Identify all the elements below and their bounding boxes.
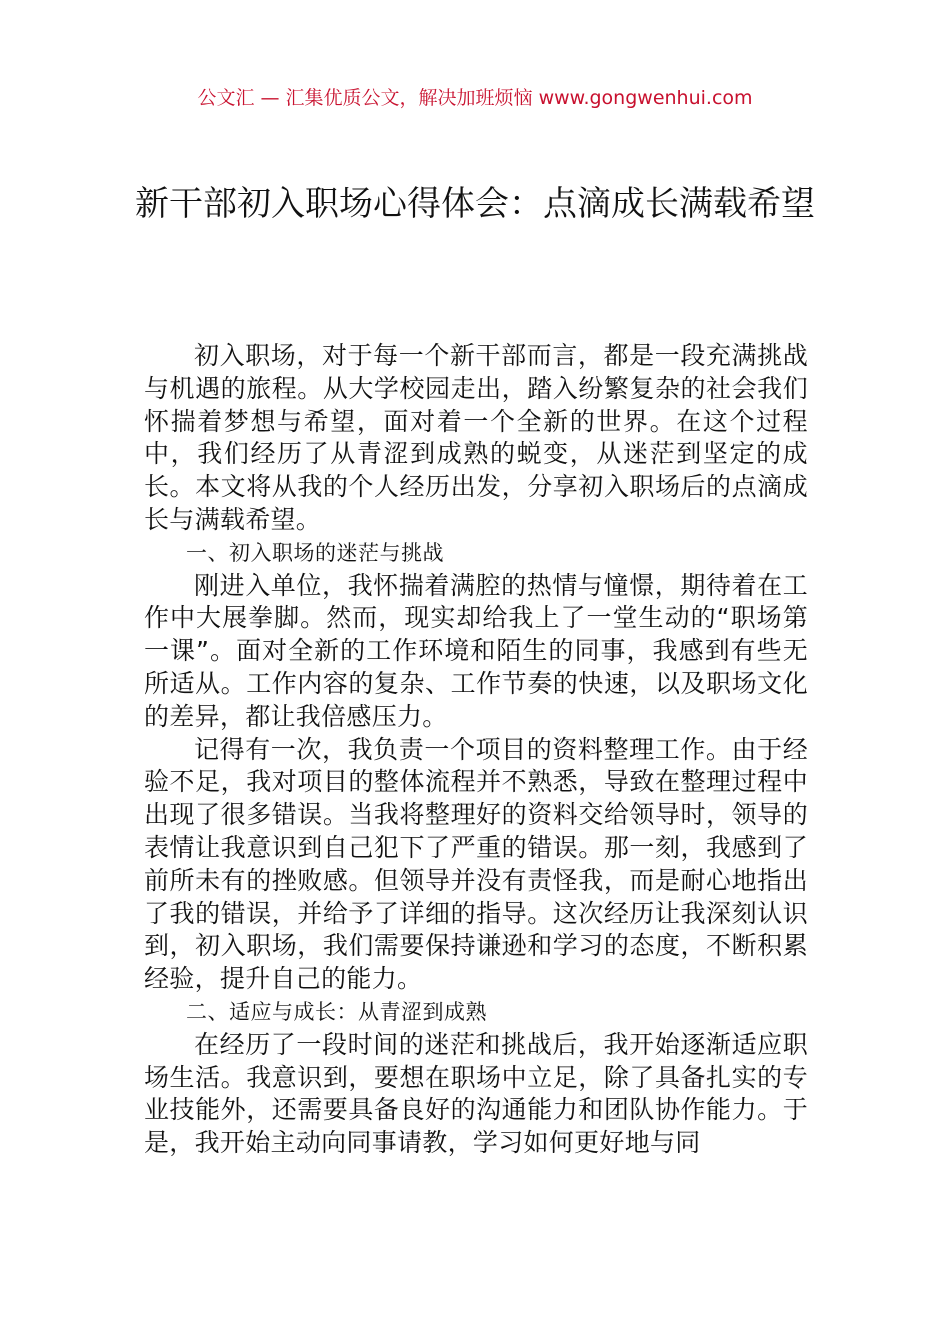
- document-body: [144, 340, 808, 1160]
- paragraph-section1-a: 刚进入单位，我怀揣着满腔的热情与憧憬，期待着在工作中大展拳脚。然而，现实却给我上了一堂生动的“职场第一课”。面对全新的工作环境和陌生的同事，我感到有些无所适从。工作内容的复杂、工作节奏的快速，以及职场文化的差异，都让我倍感压力。: [144, 570, 808, 731]
- document-title: 新干部初入职场心得体会：点滴成长满载希望: [135, 184, 815, 224]
- paragraph-intro: 初入职场，对于每一个新干部而言，都是一段充满挑战与机遇的旅程。从大学校园走出，踏入纷繁复杂的社会我们怀揣着梦想与希望，面对着一个全新的世界。在这个过程中，我们经历了从青涩到成熟的蜕变，从迷茫到坚定的成长。本文将从我的个人经历出发，分享初入职场后的点滴成长与满载希望。: [144, 341, 808, 534]
- section-heading-1: 一、初入职场的迷茫与挑战: [186, 540, 444, 565]
- site-header-banner: 公文汇 — 汇集优质公文，解决加班烦恼 www.gongwenhui.com: [197, 87, 753, 109]
- section-heading-2: 二、适应与成长：从青涩到成熟: [186, 999, 487, 1024]
- paragraph-section1-b: 记得有一次，我负责一个项目的资料整理工作。由于经验不足，我对项目的整体流程并不熟悉，导致在整理过程中出现了很多错误。当我将整理好的资料交给领导时，领导的表情让我意识到自己犯下了严重的错误。那一刻，我感到了前所未有的挫败感。但领导并没有责怪我，而是耐心地指出了我的错误，并给予了详细的指导。这次经历让我深刻认识到，初入职场，我们需要保持谦逊和学习的态度，不断积累经验，提升自己的能力。: [144, 734, 808, 994]
- paragraph-section2-a: 在经历了一段时间的迷茫和挑战后，我开始逐渐适应职场生活。我意识到，要想在职场中立足，除了具备扎实的专业技能外，还需要具备良好的沟通能力和团队协作能力。于是，我开始主动向同事请教，学习如何更好地与同: [144, 1029, 808, 1158]
